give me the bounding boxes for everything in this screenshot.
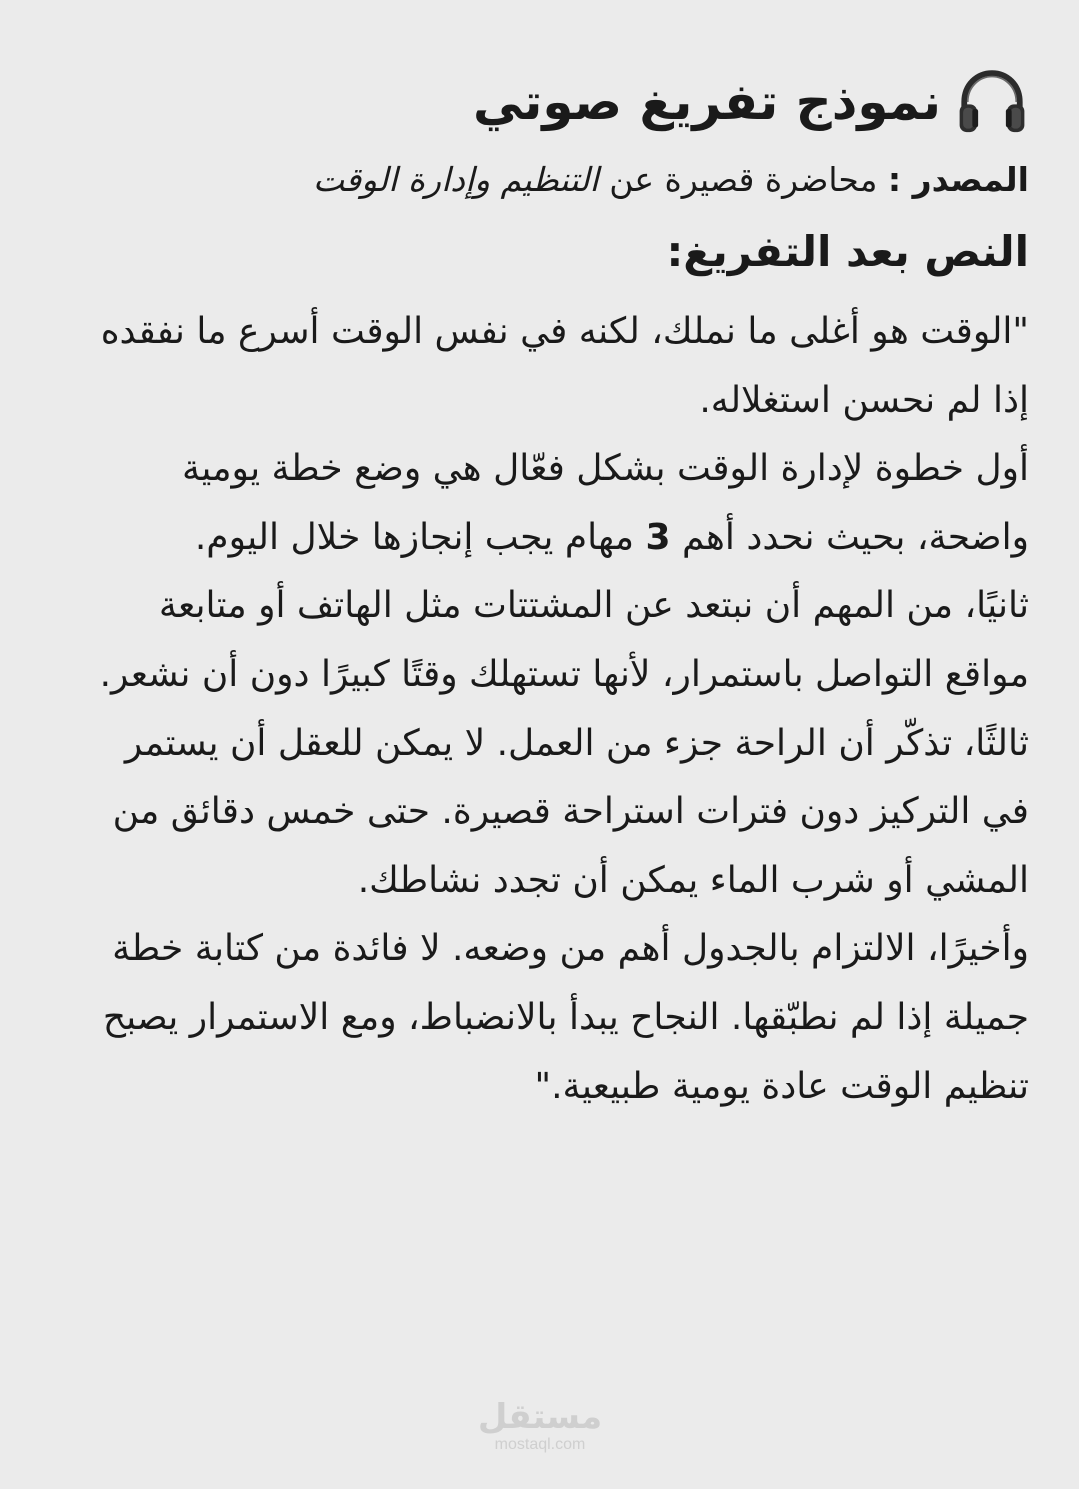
watermark-logo: مستقل xyxy=(477,1397,603,1437)
paragraph-1: "الوقت هو أغلى ما نملك، لكنه في نفس الوقت أسرع ما نفقده إذا لم نحسن استغلاله. xyxy=(100,311,1029,421)
source-label: المصدر : xyxy=(887,160,1029,199)
source-line xyxy=(39,152,1029,208)
title-row xyxy=(39,52,1029,152)
headphones-icon xyxy=(955,65,1029,139)
watermark xyxy=(470,1398,610,1454)
paragraph-2-end: مهام يجب إنجازها خلال اليوم. xyxy=(194,516,634,558)
document xyxy=(39,52,1029,1121)
watermark-url: mostaql.com xyxy=(494,1436,586,1453)
paragraph-2-start: أول خطوة لإدارة الوقت بشكل فعّال هي وضع خطة يومية واضحة، بحيث نحدد أهم xyxy=(182,448,1029,558)
transcript-heading: النص بعد التفريغ: xyxy=(666,227,1029,276)
task-count: 3 xyxy=(645,516,671,558)
paragraph-5: وأخيرًا، الالتزام بالجدول أهم من وضعه. لا فائدة من كتابة خطة جميلة إذا لم نطبّقها. النجاح يبدأ بالانضباط، ومع الاستمرار يصبح تنظيم الوقت عادة يومية طبيعية." xyxy=(102,928,1029,1107)
transcript-body xyxy=(74,298,1029,1121)
source-topic: التنظيم وإدارة الوقت xyxy=(312,160,599,199)
page-title: نموذج تفريغ صوتي xyxy=(473,73,941,131)
source-text: محاضرة قصيرة عن xyxy=(609,160,878,199)
paragraph-3: ثانيًا، من المهم أن نبتعد عن المشتتات مثل الهاتف أو متابعة مواقع التواصل باستمرار، لأنها تستهلك وقتًا كبيرًا دون أن نشعر. xyxy=(99,585,1029,695)
paragraph-4: ثالثًا، تذكّر أن الراحة جزء من العمل. لا يمكن للعقل أن يستمر في التركيز دون فترات استراحة قصيرة. حتى خمس دقائق من المشي أو شرب الماء يمكن أن تجدد نشاطك. xyxy=(112,722,1029,901)
paragraph-2 xyxy=(74,435,1029,572)
